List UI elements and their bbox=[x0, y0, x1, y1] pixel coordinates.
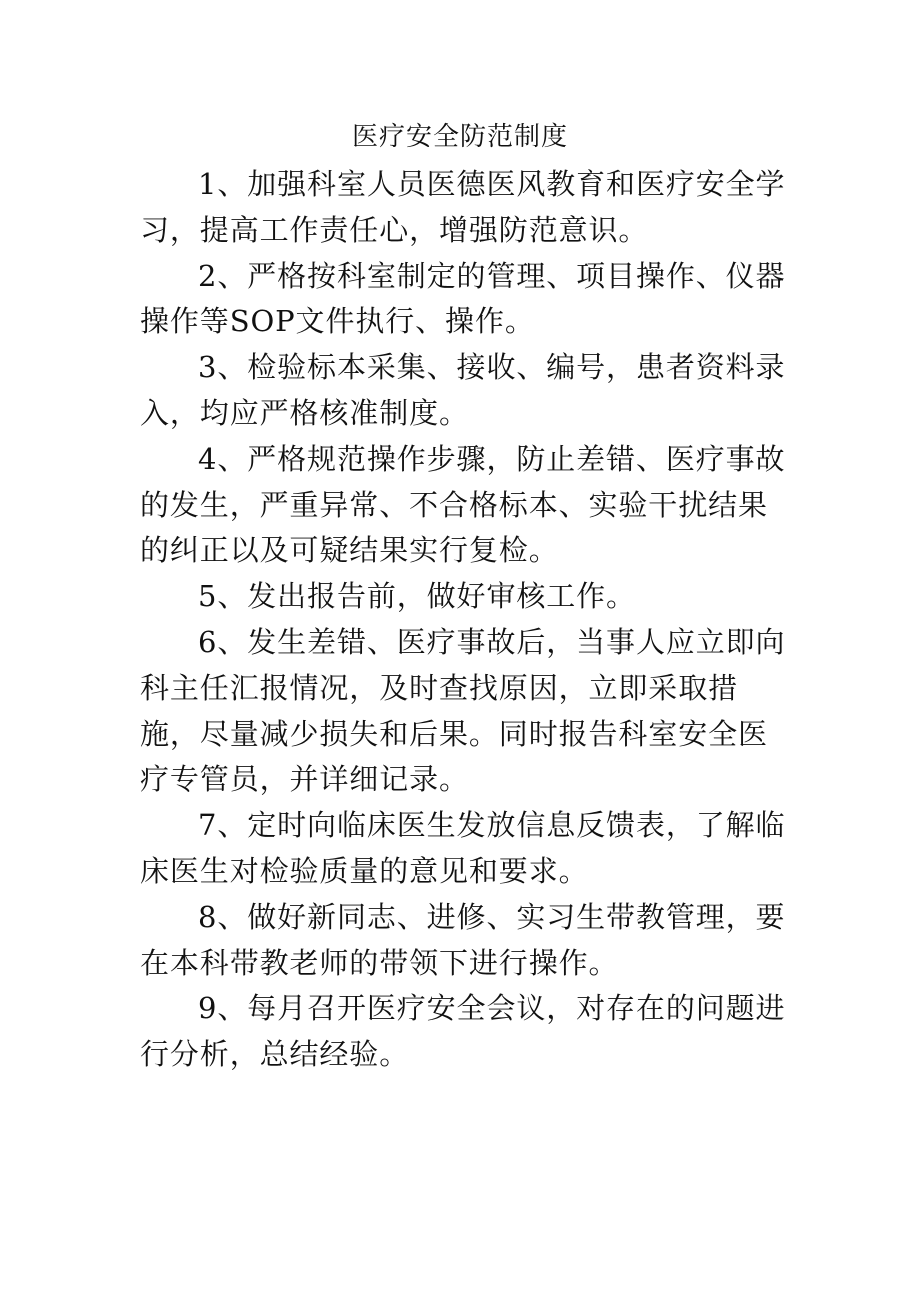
paragraph-6: 6、发生差错、医疗事故后，当事人应立即向科主任汇报情况，及时查找原因，立即采取措施，尽量减少损失和后果。同时报告科室安全医疗专管员，并详细记录。 bbox=[140, 624, 786, 797]
paragraph-4: 4、严格规范操作步骤，防止差错、医疗事故的发生，严重异常、不合格标本、实验干扰结果的纠正以及可疑结果实行复检。 bbox=[140, 441, 786, 568]
paragraph-5: 5、发出报告前，做好审核工作。 bbox=[198, 579, 636, 614]
paragraph-7: 7、定时向临床医生发放信息反馈表，了解临床医生对检验质量的意见和要求。 bbox=[140, 808, 786, 888]
paragraph-8: 8、做好新同志、进修、实习生带教管理，要在本科带教老师的带领下进行操作。 bbox=[140, 899, 786, 980]
paragraph-2: 2、严格按科室制定的管理、项目操作、仪器操作等SOP文件执行、操作。 bbox=[140, 258, 786, 339]
paragraph-1: 1、加强科室人员医德医风教育和医疗安全学习，提高工作责任心，增强防范意识。 bbox=[140, 167, 786, 247]
document-title: 医疗安全防范制度 bbox=[351, 122, 568, 152]
paragraph-3: 3、检验标本采集、接收、编号，患者资料录入，均应严格核准制度。 bbox=[140, 350, 786, 430]
paragraph-9: 9、每月召开医疗安全会议，对存在的问题进行分析，总结经验。 bbox=[140, 991, 786, 1072]
document-body bbox=[140, 162, 790, 1078]
